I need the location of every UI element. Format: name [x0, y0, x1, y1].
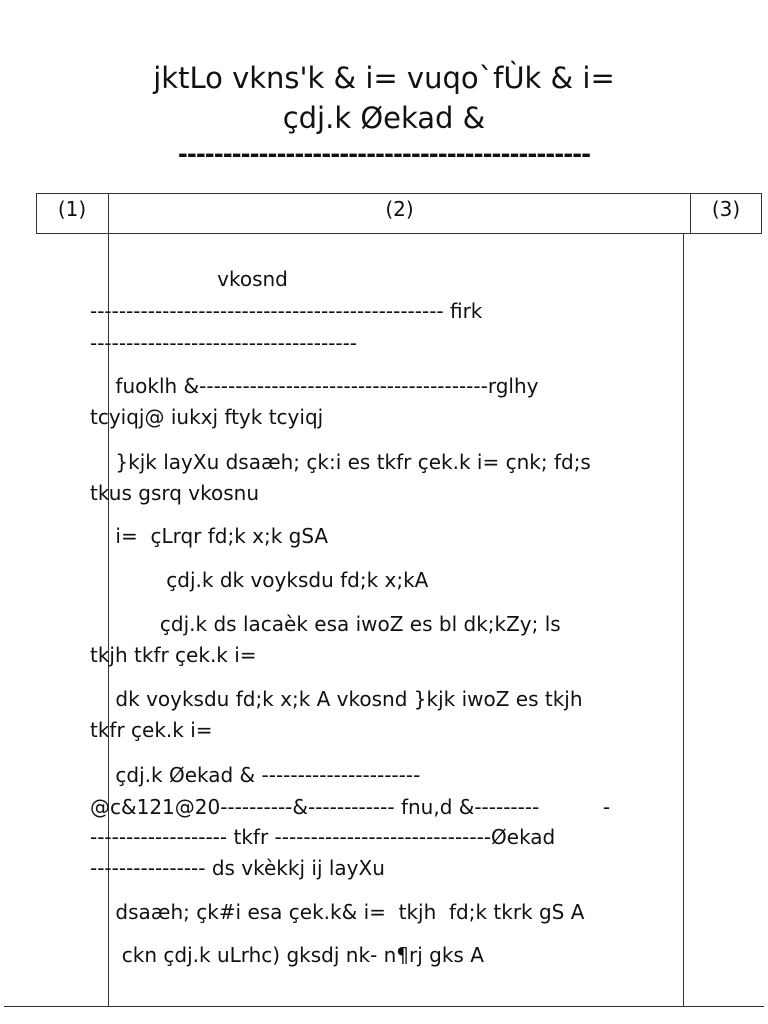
body-line: tkus gsrq vkosnu: [90, 481, 260, 505]
body-line: tkjh tkfr çek.k i=: [90, 643, 257, 667]
body-line: ------------------- tkfr ------------------------------Øekad: [90, 825, 556, 849]
body-line: dsaæh; çk#i esa çek.k& i= tkjh fd;k tkrk gS A: [90, 900, 585, 924]
page-bottom-rule: [4, 1006, 764, 1007]
body-line: @c&121@20----------&------------ fnu,d &--------- -: [90, 795, 611, 819]
body-line: ckn çdj.k uLrhc) gksdj nk- n¶rj gks A: [90, 943, 484, 967]
body-line: dk voyksdu fd;k x;k A vkosnd }kjk iwoZ es tkjh: [90, 687, 583, 711]
body-line: fuoklh &----------------------------------------rglhy: [90, 374, 539, 398]
body-line: tcyiqj@ iukxj ftyk tcyiqj: [90, 405, 324, 429]
body-line: ------------------------------------------------- firk: [90, 299, 483, 323]
body-line: çdj.k dk voyksdu fd;k x;kA: [90, 568, 429, 592]
column-divider-right: [683, 234, 684, 1006]
page-title-line-2: çdj.k Øekad &: [282, 101, 486, 135]
body-line: çdj.k ds lacaèk esa iwoZ es bl dk;kZy; ls: [90, 612, 561, 636]
column-header-3: (3): [711, 197, 741, 221]
column-header-1: (1): [57, 197, 87, 221]
body-line: i= çLrqr fd;k x;k gSA: [90, 524, 329, 548]
body-line: }kjk layXu dsaæh; çk:i es tkfr çek.k i= çnk; fd;s: [90, 450, 591, 474]
column-header-2: (2): [385, 197, 414, 221]
page-title-line-1: jktLo vkns'k & i= vuqo`fÙk & i=: [153, 61, 615, 95]
title-underline: ----------------------------------------------: [177, 140, 591, 168]
body-line: tkfr çek.k i=: [90, 718, 213, 742]
body-line: çdj.k Øekad & ----------------------: [90, 763, 421, 787]
body-line: -------------------------------------: [90, 331, 358, 355]
body-line: vkosnd: [90, 267, 288, 291]
body-line: ---------------- ds vkèkkj ij layXu: [90, 856, 385, 880]
